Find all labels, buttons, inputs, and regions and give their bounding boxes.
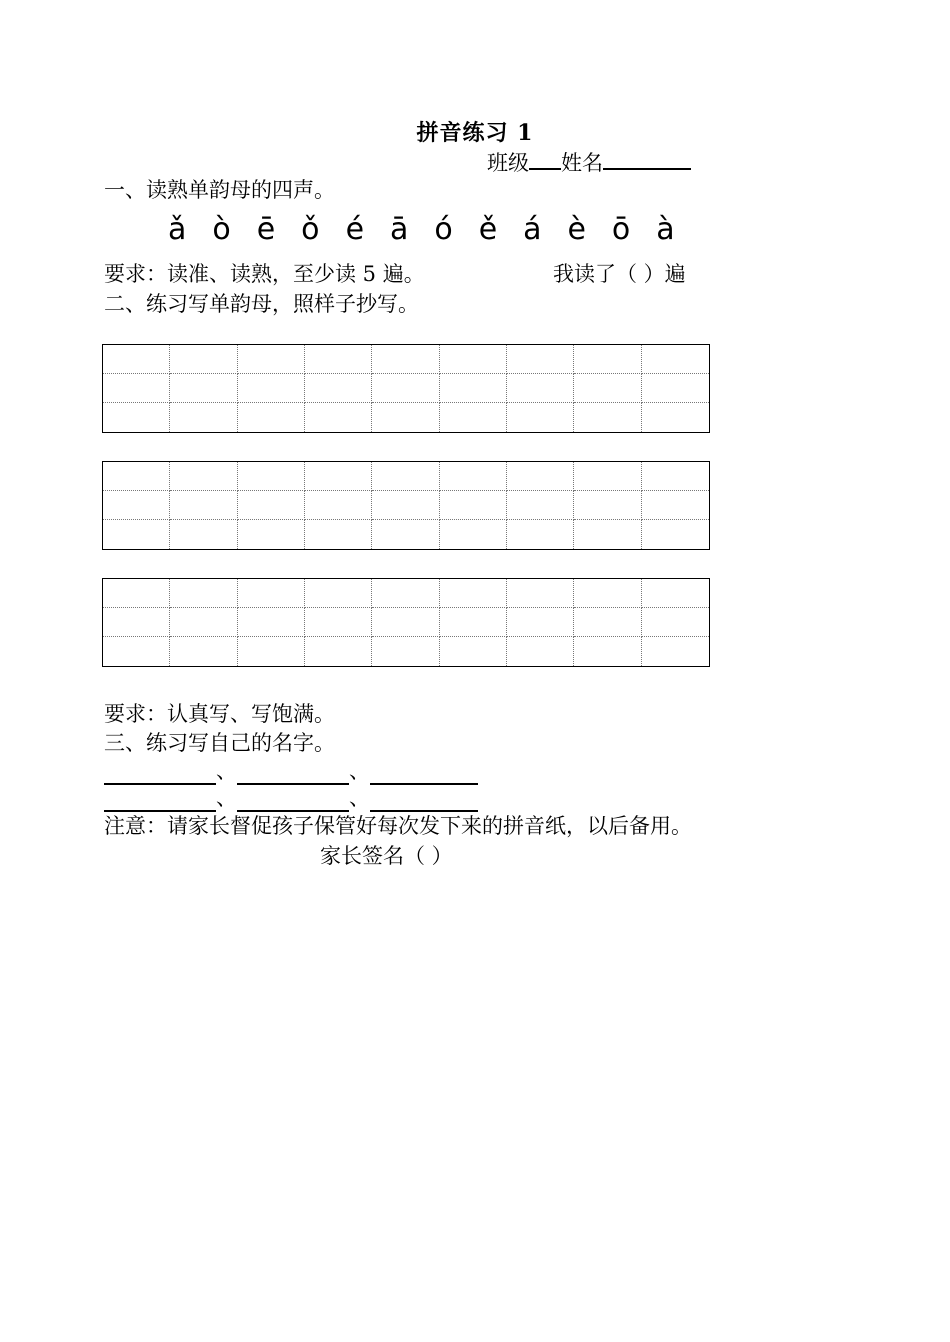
- grid-cell[interactable]: [372, 637, 439, 666]
- writing-requirement: 要求：认真写、写饱满。: [104, 702, 335, 726]
- grid-cell[interactable]: [238, 579, 305, 608]
- grid-cell[interactable]: [238, 520, 305, 549]
- grid-cell[interactable]: [574, 403, 641, 432]
- grid-cell[interactable]: [238, 637, 305, 666]
- writing-grid-3[interactable]: [102, 578, 710, 667]
- grid-cell[interactable]: [170, 403, 237, 432]
- grid-cell[interactable]: [574, 345, 641, 374]
- grid-cell[interactable]: [372, 403, 439, 432]
- tone-item: ǒ: [301, 212, 320, 247]
- grid-cell[interactable]: [507, 579, 574, 608]
- reading-count[interactable]: 我读了（ ）遍: [553, 262, 686, 286]
- tone-item: ē: [256, 212, 276, 247]
- tone-item: ó: [434, 212, 453, 247]
- grid-cell[interactable]: [507, 374, 574, 403]
- grid-cell[interactable]: [305, 637, 372, 666]
- name-label: 姓名: [561, 151, 603, 175]
- grid-cell[interactable]: [440, 491, 507, 520]
- grid-cell[interactable]: [574, 462, 641, 491]
- tone-item: ě: [478, 212, 498, 247]
- name-blank[interactable]: [603, 146, 691, 170]
- grid-cell[interactable]: [440, 345, 507, 374]
- grid-cell[interactable]: [238, 345, 305, 374]
- name-blank-line[interactable]: [237, 786, 349, 812]
- grid-cell[interactable]: [103, 403, 170, 432]
- parent-signature[interactable]: 家长签名（ ）: [320, 844, 453, 868]
- grid-cell[interactable]: [440, 608, 507, 637]
- page-title: 拼音练习 1: [416, 120, 534, 146]
- separator: 、: [216, 759, 237, 783]
- grid-cell[interactable]: [103, 608, 170, 637]
- grid-cell[interactable]: [238, 608, 305, 637]
- grid-cell[interactable]: [574, 608, 641, 637]
- class-name-line: [487, 146, 691, 177]
- grid-cell[interactable]: [170, 579, 237, 608]
- grid-cell[interactable]: [440, 520, 507, 549]
- tone-row: [168, 212, 701, 247]
- grid-cell[interactable]: [507, 491, 574, 520]
- class-blank[interactable]: [529, 146, 561, 170]
- grid-cell[interactable]: [574, 520, 641, 549]
- grid-cell[interactable]: [642, 637, 709, 666]
- grid-cell[interactable]: [372, 345, 439, 374]
- grid-cell[interactable]: [642, 579, 709, 608]
- grid-cell[interactable]: [305, 579, 372, 608]
- separator: 、: [349, 786, 370, 810]
- grid-cell[interactable]: [574, 374, 641, 403]
- grid-cell[interactable]: [170, 637, 237, 666]
- grid-cell[interactable]: [305, 520, 372, 549]
- grid-cell[interactable]: [507, 608, 574, 637]
- name-blank-line[interactable]: [104, 786, 216, 812]
- grid-cell[interactable]: [305, 345, 372, 374]
- grid-cell[interactable]: [372, 374, 439, 403]
- grid-cell[interactable]: [305, 462, 372, 491]
- grid-cell[interactable]: [103, 520, 170, 549]
- tone-item: ō: [611, 212, 631, 247]
- separator: 、: [216, 786, 237, 810]
- grid-cell[interactable]: [305, 608, 372, 637]
- grid-cell[interactable]: [170, 462, 237, 491]
- grid-cell[interactable]: [642, 374, 709, 403]
- grid-cell[interactable]: [170, 374, 237, 403]
- tone-item: ò: [212, 212, 231, 247]
- grid-cell[interactable]: [507, 637, 574, 666]
- grid-cell[interactable]: [507, 345, 574, 374]
- tone-item: ǎ: [168, 212, 187, 247]
- writing-grid-2[interactable]: [102, 461, 710, 550]
- name-practice-row-2: [104, 782, 478, 812]
- grid-cell[interactable]: [507, 462, 574, 491]
- grid-cell[interactable]: [642, 462, 709, 491]
- grid-cell[interactable]: [372, 462, 439, 491]
- grid-cell[interactable]: [103, 345, 170, 374]
- grid-cell[interactable]: [238, 491, 305, 520]
- name-blank-line[interactable]: [370, 786, 478, 812]
- tone-item: é: [345, 212, 365, 247]
- writing-grid-1[interactable]: [102, 344, 710, 433]
- grid-cell[interactable]: [170, 345, 237, 374]
- grid-cell[interactable]: [103, 374, 170, 403]
- grid-cell[interactable]: [170, 491, 237, 520]
- section-2-heading: 二、练习写单韵母，照样子抄写。: [104, 292, 419, 316]
- grid-cell[interactable]: [305, 374, 372, 403]
- grid-cell[interactable]: [305, 491, 372, 520]
- class-label: 班级: [487, 151, 529, 175]
- grid-cell[interactable]: [238, 462, 305, 491]
- name-practice-row-1: [104, 755, 478, 785]
- grid-cell[interactable]: [372, 491, 439, 520]
- grid-cell[interactable]: [440, 403, 507, 432]
- grid-cell[interactable]: [103, 491, 170, 520]
- grid-cell[interactable]: [103, 637, 170, 666]
- grid-cell[interactable]: [170, 608, 237, 637]
- grid-cell[interactable]: [372, 579, 439, 608]
- grid-cell[interactable]: [642, 491, 709, 520]
- grid-cell[interactable]: [238, 403, 305, 432]
- grid-cell[interactable]: [642, 608, 709, 637]
- grid-cell[interactable]: [305, 403, 372, 432]
- grid-cell[interactable]: [170, 520, 237, 549]
- grid-cell[interactable]: [507, 520, 574, 549]
- reading-requirement: 要求：读准、读熟，至少读 5 遍。: [104, 262, 425, 286]
- grid-cell[interactable]: [440, 462, 507, 491]
- grid-cell[interactable]: [238, 374, 305, 403]
- grid-cell[interactable]: [507, 403, 574, 432]
- tone-item: à: [656, 212, 675, 247]
- tone-item: è: [567, 212, 586, 247]
- grid-cell[interactable]: [440, 579, 507, 608]
- grid-cell[interactable]: [642, 403, 709, 432]
- grid-cell[interactable]: [574, 579, 641, 608]
- tone-item: á: [523, 212, 542, 247]
- section-1-heading: 一、读熟单韵母的四声。: [104, 178, 335, 202]
- section-3-heading: 三、练习写自己的名字。: [104, 731, 335, 755]
- grid-cell[interactable]: [642, 520, 709, 549]
- grid-cell[interactable]: [372, 520, 439, 549]
- grid-cell[interactable]: [642, 345, 709, 374]
- grid-cell[interactable]: [103, 579, 170, 608]
- grid-cell[interactable]: [574, 637, 641, 666]
- parent-note: 注意：请家长督促孩子保管好每次发下来的拼音纸，以后备用。: [104, 814, 692, 838]
- grid-cell[interactable]: [372, 608, 439, 637]
- grid-cell[interactable]: [574, 491, 641, 520]
- grid-cell[interactable]: [103, 462, 170, 491]
- grid-cell[interactable]: [440, 374, 507, 403]
- separator: 、: [349, 759, 370, 783]
- tone-item: ā: [389, 212, 409, 247]
- grid-cell[interactable]: [440, 637, 507, 666]
